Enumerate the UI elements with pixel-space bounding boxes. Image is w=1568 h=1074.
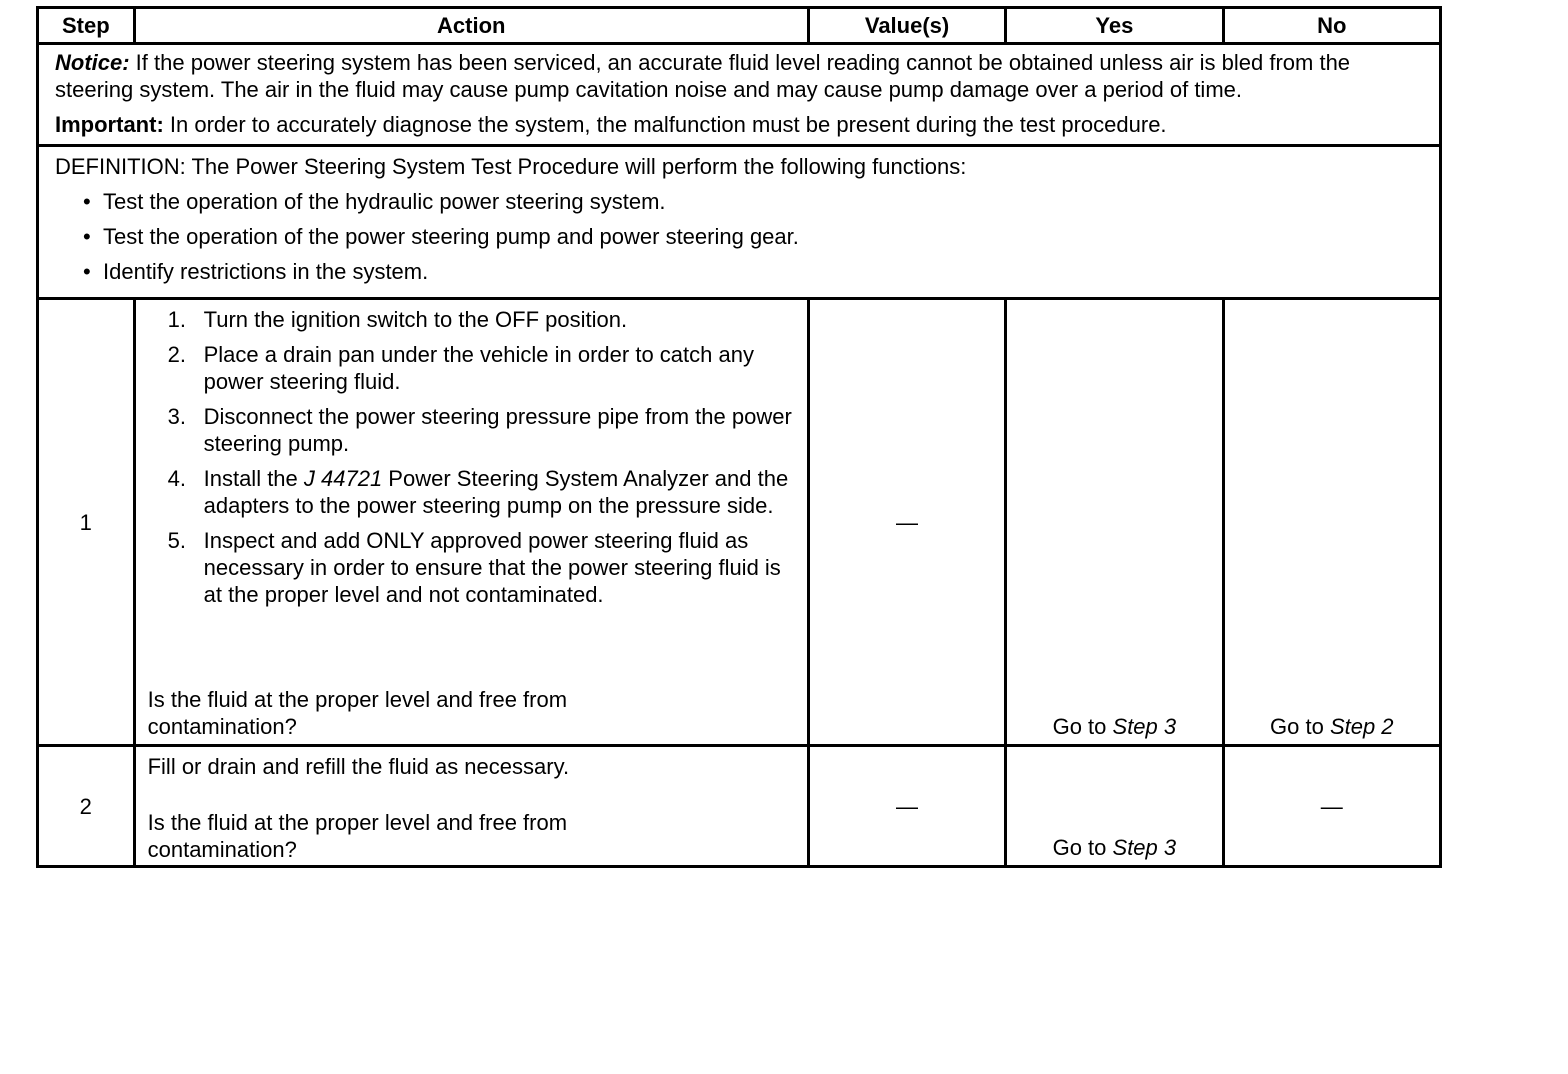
instruction-text-post: Power Steering System Analyzer and the adapters to the power steering pump on the pressure side. <box>203 466 789 518</box>
yes-prefix: Go to <box>1052 835 1113 860</box>
instruction-item <box>136 527 807 608</box>
step-2-yes <box>1006 746 1223 867</box>
definition-list <box>55 188 1423 285</box>
step-2-question: Is the fluid at the proper level and free from contamination? <box>147 810 568 862</box>
header-yes: Yes <box>1006 8 1223 44</box>
step-2-no: — <box>1223 746 1440 867</box>
important-text: In order to accurately diagnose the system, the malfunction must be present during the test procedure. <box>163 112 1167 137</box>
important-label: Important: <box>55 112 164 137</box>
instruction-text: Inspect and add ONLY approved power steering fluid as necessary in order to ensure that the power steering fluid is at the proper level and not contaminated. <box>203 528 781 607</box>
notice-row <box>38 44 1441 146</box>
header-action: Action <box>134 8 808 44</box>
no-prefix: Go to <box>1270 714 1330 739</box>
step-1-action <box>134 299 808 746</box>
header-values: Value(s) <box>808 8 1005 44</box>
step-1-row <box>38 299 1441 746</box>
step-2-instruction: Fill or drain and refill the fluid as necessary. <box>147 754 570 779</box>
definition-text: DEFINITION: The Power Steering System Test Procedure will perform the following functions: <box>55 154 967 179</box>
header-no: No <box>1223 8 1440 44</box>
yes-prefix: Go to <box>1052 714 1113 739</box>
step-2-action <box>134 746 808 867</box>
definition-bullet: • Identify restrictions in the system. <box>83 258 1423 285</box>
diagnostic-procedure-table <box>36 6 1442 868</box>
no-step-link: Step 2 <box>1329 714 1394 739</box>
instruction-text-pre: Install the <box>203 466 304 491</box>
table-header-row <box>38 8 1441 44</box>
step-1-number: 1 <box>38 299 135 746</box>
definition-cell <box>38 146 1441 299</box>
header-step: Step <box>38 8 135 44</box>
instruction-number: 4. <box>167 466 186 491</box>
step-2-row <box>38 746 1441 867</box>
instruction-number: 2. <box>167 342 186 367</box>
notice-label: Notice: <box>55 50 130 75</box>
instruction-number: 5. <box>167 528 186 553</box>
step-1-yes <box>1006 299 1223 746</box>
step-2-number: 2 <box>38 746 135 867</box>
notice-paragraph <box>55 49 1423 103</box>
important-paragraph <box>55 111 1423 138</box>
definition-row <box>38 146 1441 299</box>
step-1-no <box>1223 299 1440 746</box>
notice-cell <box>38 44 1441 146</box>
notice-text: If the power steering system has been serviced, an accurate fluid level reading cannot be obtained unless air is bled from the steering system. The air in the fluid may cause pump cavitation noise and may cause pump damage over a period of time. <box>55 50 1351 102</box>
yes-step-link: Step 3 <box>1112 714 1177 739</box>
step-2-value: — <box>808 746 1005 867</box>
step-1-value: — <box>808 299 1005 746</box>
instruction-item <box>136 403 807 457</box>
tool-reference: J 44721 <box>303 466 383 491</box>
instruction-text: Turn the ignition switch to the OFF position. <box>203 307 628 332</box>
instruction-number: 3. <box>167 404 186 429</box>
instruction-item <box>136 341 807 395</box>
step-1-instructions <box>136 300 807 608</box>
instruction-number: 1. <box>167 307 186 332</box>
step-1-question: Is the fluid at the proper level and free from contamination? <box>147 687 568 739</box>
instruction-text: Place a drain pan under the vehicle in order to catch any power steering fluid. <box>203 342 754 394</box>
definition-bullet: • Test the operation of the power steering pump and power steering gear. <box>83 223 1423 250</box>
instruction-text: Disconnect the power steering pressure pipe from the power steering pump. <box>203 404 792 456</box>
instruction-item <box>136 306 807 333</box>
definition-bullet: • Test the operation of the hydraulic power steering system. <box>83 188 1423 215</box>
yes-step-link: Step 3 <box>1112 835 1177 860</box>
instruction-item <box>136 465 807 519</box>
